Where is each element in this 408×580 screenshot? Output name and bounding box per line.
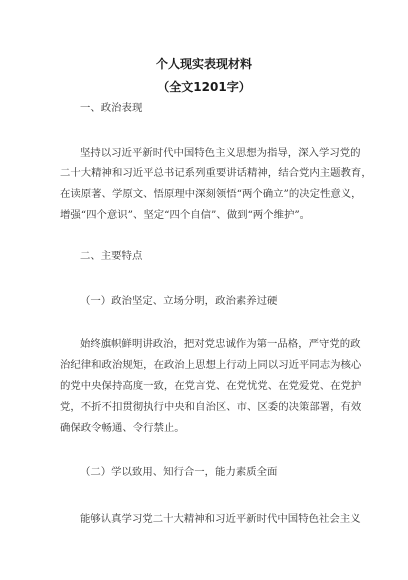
- section-heading: 二、主要特点: [80, 250, 143, 262]
- document-title: 个人现实表现材料: [155, 57, 252, 71]
- paragraph-line: 增强“四个意识”、坚定“四个自信”、做到“两个维护”。: [60, 209, 311, 221]
- paragraph-line: 治纪律和政治规矩，在政治上思想上行动上同以习近平同志为核心: [60, 359, 362, 371]
- paragraph-line: 二十大精神和习近平总书记系列重要讲话精神，结合党内主题教育，: [60, 167, 372, 179]
- document-subtitle: （全文1201字）: [157, 80, 251, 94]
- paragraph-line: 能够认真学习党二十大精神和习近平新时代中国特色社会主义: [80, 513, 361, 525]
- paragraph-line: 坚持以习近平新时代中国特色主义思想为指导，深入学习党的: [80, 147, 361, 159]
- paragraph-line: 党，不折不扣贯彻执行中央和自治区、市、区委的决策部署，有效: [60, 401, 362, 413]
- subsection-heading: （一）政治坚定、立场分明，政治素养过硬: [80, 295, 278, 307]
- subsection-heading: （二）学以致用、知行合一，能力素质全面: [80, 466, 278, 478]
- paragraph-line: 确保政令畅通、令行禁止。: [60, 422, 185, 434]
- section-heading: 一、政治表现: [80, 102, 143, 114]
- paragraph-line: 始终旗帜鲜明讲政治，把对党忠诚作为第一品格，严守党的政: [80, 338, 361, 350]
- paragraph-line: 在读原著、学原文、悟原理中深刻领悟“两个确立”的决定性意义，: [60, 188, 362, 200]
- paragraph-line: 的党中央保持高度一致，在党言党、在党忧党、在党爱党、在党护: [60, 380, 362, 392]
